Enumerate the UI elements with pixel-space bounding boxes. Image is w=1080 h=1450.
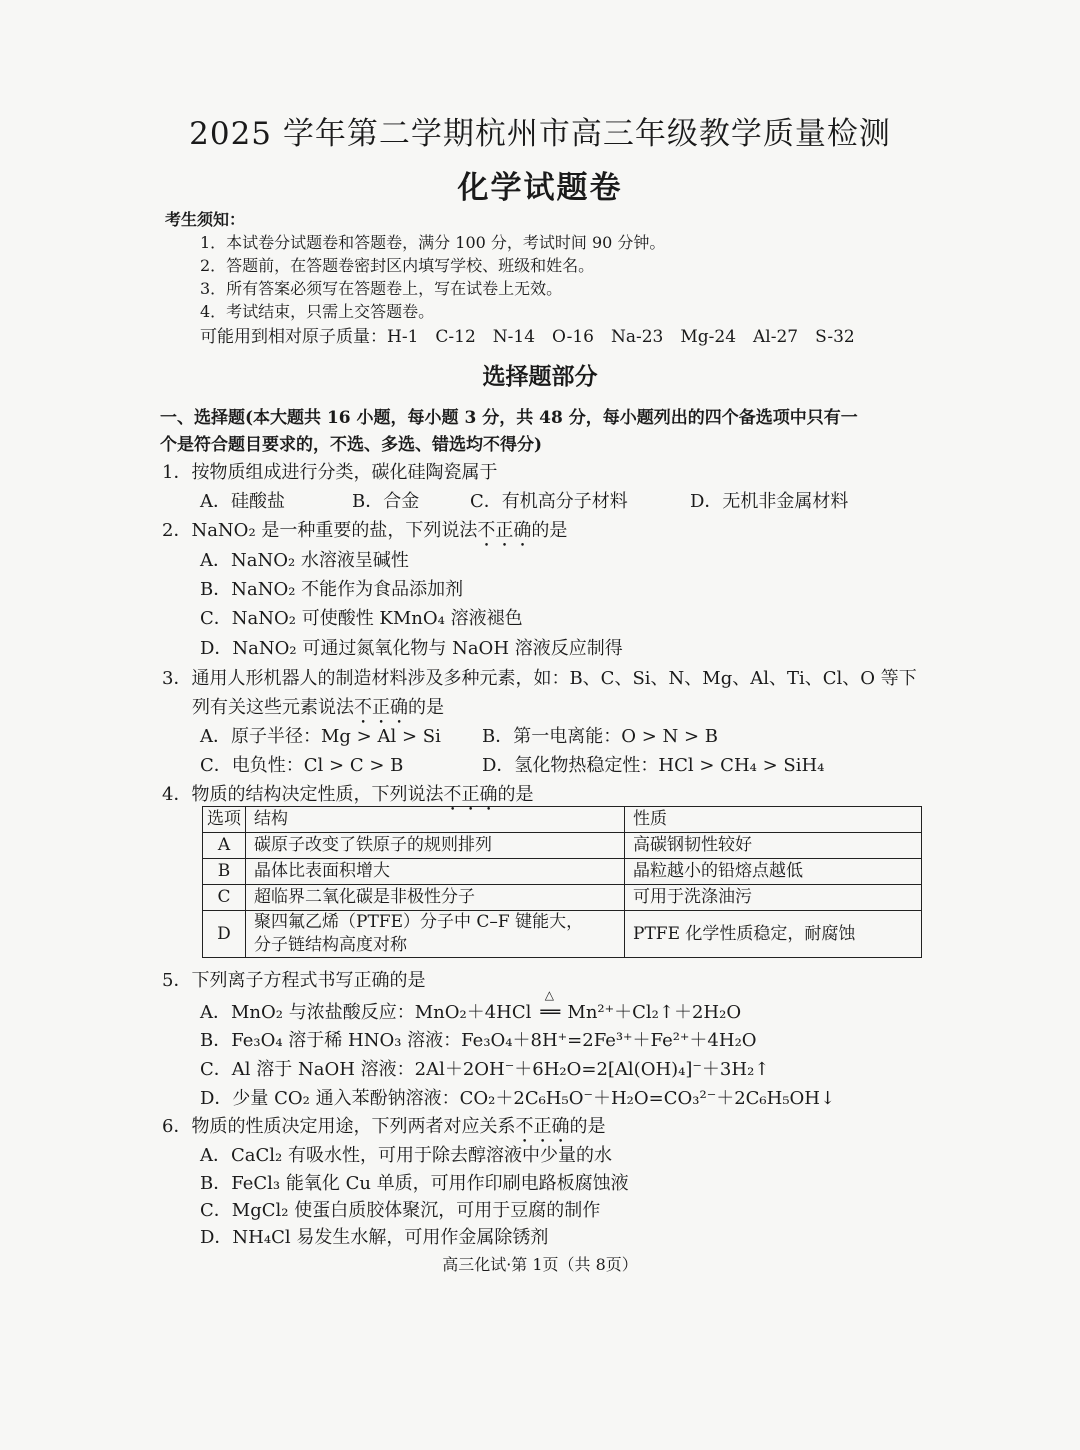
- table-row: [203, 911, 922, 958]
- part-heading: 一、选择题(本大题共 16 小题，每小题 3 分，共 48 分，每小题列出的四个备选项中只有一: [160, 408, 858, 428]
- question-1-stem: 1．按物质组成进行分类，碳化硅陶瓷属于: [162, 462, 498, 483]
- col-header-property: 性质: [625, 807, 922, 833]
- emphasis-not-correct: 不正确: [515, 1116, 570, 1137]
- exam-title: 2025 学年第二学期杭州市高三年级教学质量检测: [189, 116, 891, 152]
- table-row: [203, 833, 922, 859]
- atomic-mass-line: 可能用到相对原子质量：H-1 C-12 N-14 O-16 Na-23 Mg-24 Al-27 S-32: [200, 327, 855, 347]
- q5-option-a: A．MnO₂ 与浓盐酸反应：MnO₂＋4HCl △ ══ Mn²⁺＋Cl₂↑＋2H₂O: [200, 988, 742, 1023]
- q4-table: [202, 806, 922, 958]
- question-4-stem: 4．物质的结构决定性质，下列说法不正确的是: [162, 784, 534, 805]
- q6-option-b: B．FeCl₃ 能氧化 Cu 单质，可用作印刷电路板腐蚀液: [200, 1173, 629, 1194]
- q5-option-c: C．Al 溶于 NaOH 溶液：2Al＋2OH⁻＋6H₂O=2[Al(OH)₄]⁻＋3H₂↑: [200, 1059, 770, 1080]
- q1-option-b: B．合金: [352, 491, 420, 512]
- page-footer: 高三化试·第 1页（共 8页）: [442, 1255, 638, 1274]
- table-header-row: [203, 807, 922, 833]
- question-3-stem: 3．通用人形机器人的制造材料涉及多种元素，如：B、C、Si、N、Mg、Al、Ti、Cl、O 等下: [162, 668, 917, 689]
- q6-option-d: D．NH₄Cl 易发生水解，可用作金属除锈剂: [200, 1227, 549, 1248]
- notice-item: 4．考试结束，只需上交答题卷。: [200, 302, 435, 321]
- question-6-stem: 6．物质的性质决定用途，下列两者对应关系不正确的是: [162, 1116, 606, 1137]
- emphasis-not-correct: 不正确: [354, 697, 408, 718]
- col-header-structure: 结构: [246, 807, 625, 833]
- q3-option-a: A．原子半径：Mg > Al > Si: [200, 726, 441, 747]
- emphasis-not-correct: 不正确: [443, 784, 498, 805]
- table-row: [203, 859, 922, 885]
- notice-item: 3．所有答案必须写在答题卷上，写在试卷上无效。: [200, 279, 563, 298]
- q1-option-a: A．硅酸盐: [200, 491, 285, 512]
- table-row: [203, 885, 922, 911]
- col-header-option: 选项: [203, 807, 246, 833]
- row-structure: [246, 911, 625, 958]
- row-structure: 超临界二氧化碳是非极性分子: [246, 885, 625, 911]
- q5-option-d: D．少量 CO₂ 通入苯酚钠溶液：CO₂＋2C₆H₅O⁻＋H₂O=CO₃²⁻＋2C₆H₅OH↓: [200, 1088, 836, 1109]
- row-property: 晶粒越小的铅熔点越低: [625, 859, 922, 885]
- row-structure: 碳原子改变了铁原子的规则排列: [246, 833, 625, 859]
- q6-option-a: A．CaCl₂ 有吸水性，可用于除去醇溶液中少量的水: [200, 1145, 612, 1166]
- q2-option-b: B．NaNO₂ 不能作为食品添加剂: [200, 579, 464, 600]
- emphasis-not-correct: 不正确: [477, 520, 532, 541]
- q5-option-b: B．Fe₃O₄ 溶于稀 HNO₃ 溶液：Fe₃O₄＋8H⁺=2Fe³⁺＋Fe²⁺＋4H₂O: [200, 1030, 757, 1051]
- row-property: 高碳钢韧性较好: [625, 833, 922, 859]
- notice-item: 1．本试卷分试题卷和答题卷，满分 100 分，考试时间 90 分钟。: [200, 233, 666, 252]
- row-property: PTFE 化学性质稳定，耐腐蚀: [625, 911, 922, 958]
- row-label: D: [203, 911, 246, 958]
- notice-item: 2．答题前，在答题卷密封区内填写学校、班级和姓名。: [200, 256, 595, 275]
- q2-option-d: D．NaNO₂ 可通过氮氧化物与 NaOH 溶液反应制得: [200, 638, 623, 659]
- row-label: C: [203, 885, 246, 911]
- question-3-stem-cont: 列有关这些元素说法不正确的是: [192, 697, 444, 718]
- row-structure: 晶体比表面积增大: [246, 859, 625, 885]
- row-structure-line: 聚四氟乙烯（PTFE）分子中 C–F 键能大，: [254, 912, 584, 932]
- question-5-stem: 5．下列离子方程式书写正确的是: [162, 970, 426, 991]
- q1-option-d: D．无机非金属材料: [690, 491, 849, 512]
- exam-subtitle: 化学试题卷: [457, 170, 623, 206]
- row-property: 可用于洗涤油污: [625, 885, 922, 911]
- heating-condition: △ ══: [540, 988, 559, 1023]
- q2-option-c: C．NaNO₂ 可使酸性 KMnO₄ 溶液褪色: [200, 608, 523, 629]
- row-structure-line: 分子链结构高度对称: [254, 935, 407, 955]
- q6-option-c: C．MgCl₂ 使蛋白质胶体聚沉，可用于豆腐的制作: [200, 1200, 601, 1221]
- q1-option-c: C．有机高分子材料: [470, 491, 628, 512]
- row-label: A: [203, 833, 246, 859]
- q3-option-d: D．氢化物热稳定性：HCl > CH₄ > SiH₄: [482, 755, 825, 776]
- q3-option-b: B．第一电离能：O > N > B: [482, 726, 719, 747]
- notice-heading: 考生须知：: [165, 210, 246, 229]
- q3-option-c: C．电负性：Cl > C > B: [200, 755, 404, 776]
- question-2-stem: 2．NaNO₂ 是一种重要的盐，下列说法不正确的是: [162, 520, 568, 541]
- section-title: 选择题部分: [482, 363, 598, 390]
- row-label: B: [203, 859, 246, 885]
- q2-option-a: A．NaNO₂ 水溶液呈碱性: [200, 550, 409, 571]
- part-heading: 个是符合题目要求的，不选、多选、错选均不得分): [160, 435, 543, 455]
